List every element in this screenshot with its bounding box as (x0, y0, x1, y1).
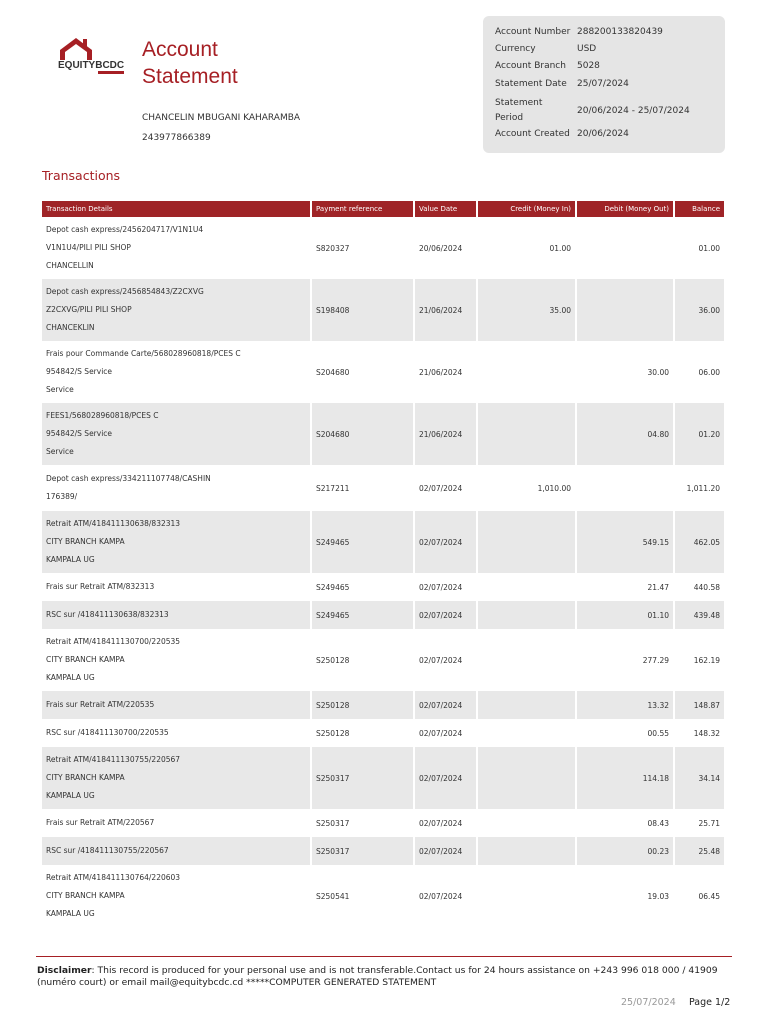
cell-transaction-details (42, 511, 310, 573)
cell-payment-reference: S204680 (316, 367, 350, 377)
info-currency: Currency USD (495, 44, 597, 54)
cell-credit (478, 747, 575, 809)
cell-value-date: 02/07/2024 (419, 818, 463, 828)
table-row (42, 691, 724, 719)
detail-line: Depot cash express/334211107748/CASHIN (46, 474, 211, 483)
detail-line: Z2CXVG/PILI PILI SHOP (46, 305, 132, 314)
cell-balance: 148.87 (675, 691, 724, 719)
table-row (42, 629, 724, 691)
page-number: Page 1/2 (689, 997, 731, 1008)
cell-credit (478, 403, 575, 465)
cell-transaction-details (42, 573, 310, 601)
cell-transaction-details (42, 279, 310, 341)
col-transaction-details: Transaction Details (42, 201, 310, 217)
table-row (42, 601, 724, 629)
cell-value-date: 02/07/2024 (415, 511, 476, 573)
detail-line: Retrait ATM/418411130700/220535 (46, 637, 181, 646)
detail-line: Service (46, 447, 74, 456)
cell-value-date: 02/07/2024 (419, 891, 463, 901)
cell-debit: 01.10 (577, 601, 673, 629)
cell-credit (478, 837, 575, 865)
cell-value-date: 02/07/2024 (419, 483, 463, 493)
detail-line: 954842/S Service (46, 367, 113, 376)
cell-transaction-details (42, 809, 310, 837)
cell-credit: 1,010.00 (537, 483, 571, 493)
cell-balance: 34.14 (675, 747, 724, 809)
detail-line: KAMPALA UG (46, 555, 95, 564)
cell-credit (478, 629, 575, 691)
detail-line: CITY BRANCH KAMPA (46, 655, 125, 664)
detail-line: 176389/ (46, 492, 78, 501)
holder-name: CHANCELIN MBUGANI KAHARAMBA (142, 113, 301, 123)
disclaimer (37, 965, 733, 989)
table-row (42, 217, 724, 279)
detail-line: Retrait ATM/418411130755/220567 (46, 755, 181, 764)
col-debit: Debit (Money Out) (577, 201, 673, 217)
cell-transaction-details (42, 691, 310, 719)
cell-debit: 277.29 (642, 655, 669, 665)
cell-value-date: 02/07/2024 (419, 655, 463, 665)
col-credit: Credit (Money In) (478, 201, 575, 217)
cell-value-date: 02/07/2024 (415, 747, 476, 809)
cell-balance: 440.58 (693, 582, 720, 592)
cell-balance: 06.45 (698, 891, 720, 901)
cell-payment-reference: S250128 (316, 655, 350, 665)
cell-transaction-details (42, 629, 310, 691)
cell-balance: 01.00 (698, 243, 720, 253)
cell-transaction-details (42, 465, 310, 511)
detail-line: Retrait ATM/418411130638/832313 (46, 519, 181, 528)
detail-line: Depot cash express/2456204717/V1N1U4 (46, 225, 204, 234)
table-row (42, 747, 724, 809)
cell-transaction-details (42, 747, 310, 809)
detail-line: RSC sur /418411130755/220567 (46, 846, 169, 855)
cell-credit (478, 511, 575, 573)
cell-debit: 00.55 (647, 728, 669, 738)
detail-line: Frais sur Retrait ATM/832313 (46, 582, 155, 591)
cell-value-date: 02/07/2024 (419, 582, 463, 592)
col-value-date: Value Date (415, 201, 476, 217)
cell-credit: 01.00 (549, 243, 571, 253)
cell-balance: 148.32 (693, 728, 720, 738)
table-row (42, 809, 724, 837)
cell-transaction-details (42, 217, 310, 279)
cell-value-date: 20/06/2024 (419, 243, 463, 253)
cell-balance: 25.48 (675, 837, 724, 865)
cell-value-date: 02/07/2024 (415, 601, 476, 629)
cell-credit (478, 341, 575, 403)
detail-line: CHANCELLIN (46, 261, 94, 270)
cell-payment-reference: S204680 (312, 403, 413, 465)
table-header-row (42, 201, 724, 217)
cell-payment-reference: S820327 (316, 243, 350, 253)
detail-line: Frais sur Retrait ATM/220567 (46, 818, 155, 827)
cell-transaction-details (42, 719, 310, 747)
cell-payment-reference: S250128 (316, 728, 350, 738)
transactions-body (42, 217, 724, 927)
cell-value-date: 21/06/2024 (415, 403, 476, 465)
cell-debit (577, 465, 673, 511)
cell-credit (478, 809, 575, 837)
cell-debit: 21.47 (647, 582, 669, 592)
cell-debit (577, 279, 673, 341)
cell-value-date: 21/06/2024 (415, 279, 476, 341)
detail-line: CHANCEKLIN (46, 323, 95, 332)
cell-debit: 549.15 (577, 511, 673, 573)
detail-line: V1N1U4/PILI PILI SHOP (46, 243, 131, 252)
detail-line: KAMPALA UG (46, 909, 95, 918)
cell-debit: 00.23 (577, 837, 673, 865)
equity-house-icon (56, 34, 126, 78)
detail-line: Depot cash express/2456854843/Z2CXVG (46, 287, 204, 296)
page-title: Account Statement (142, 38, 238, 88)
cell-transaction-details (42, 601, 310, 629)
table-row (42, 837, 724, 865)
cell-balance: 36.00 (675, 279, 724, 341)
table-row (42, 341, 724, 403)
cell-balance: 06.00 (698, 367, 720, 377)
detail-line: KAMPALA UG (46, 673, 95, 682)
detail-line: Frais sur Retrait ATM/220535 (46, 700, 155, 709)
holder-phone: 243977866389 (142, 133, 211, 143)
detail-line: KAMPALA UG (46, 791, 95, 800)
footer-date: 25/07/2024 (621, 997, 676, 1008)
detail-line: Service (46, 385, 74, 394)
detail-line: Frais pour Commande Carte/568028960818/PCES C (46, 349, 241, 358)
cell-payment-reference: S250317 (312, 747, 413, 809)
cell-payment-reference: S250317 (316, 818, 350, 828)
cell-balance: 25.71 (698, 818, 720, 828)
info-statement-date: Statement Date 25/07/2024 (495, 79, 629, 89)
table-row (42, 865, 724, 927)
info-account-created: Account Created 20/06/2024 (495, 129, 629, 139)
detail-line: CITY BRANCH KAMPA (46, 891, 125, 900)
cell-credit (478, 719, 575, 747)
detail-line: RSC sur /418411130638/832313 (46, 610, 169, 619)
disclaimer-label: Disclaimer (37, 965, 92, 976)
info-branch: Account Branch 5028 (495, 61, 600, 71)
disclaimer-text: : This record is produced for your personal use and is not transferable.Contact us for 24 hours assistance on +243 996 018 000 / 41909 (numéro court) or email mail@equitybcdc.cd *****COMPUTER GENERATED STATEMENT (37, 965, 718, 988)
cell-value-date: 02/07/2024 (419, 728, 463, 738)
cell-payment-reference: S250541 (316, 891, 350, 901)
cell-balance: 162.19 (693, 655, 720, 665)
cell-credit: 35.00 (478, 279, 575, 341)
cell-debit: 114.18 (577, 747, 673, 809)
cell-payment-reference: S217211 (316, 483, 350, 493)
cell-balance: 462.05 (675, 511, 724, 573)
footer-divider (36, 956, 732, 957)
detail-line: CITY BRANCH KAMPA (46, 537, 125, 546)
table-row (42, 573, 724, 601)
info-statement-period: Statement Period 20/06/2024 - 25/07/2024 (495, 98, 690, 123)
cell-debit: 30.00 (647, 367, 669, 377)
transactions-table (40, 201, 726, 927)
cell-debit: 08.43 (647, 818, 669, 828)
cell-transaction-details (42, 865, 310, 927)
cell-value-date: 02/07/2024 (415, 837, 476, 865)
cell-debit: 04.80 (577, 403, 673, 465)
cell-transaction-details (42, 403, 310, 465)
cell-payment-reference: S250317 (312, 837, 413, 865)
cell-payment-reference: S198408 (312, 279, 413, 341)
detail-line: FEES1/568028960818/PCES C (46, 411, 159, 420)
detail-line: RSC sur /418411130700/220535 (46, 728, 169, 737)
cell-credit (478, 865, 575, 927)
cell-payment-reference: S249465 (312, 511, 413, 573)
table-row (42, 279, 724, 341)
account-holder (142, 108, 300, 148)
info-account-number: Account Number 288200133820439 (495, 27, 663, 37)
cell-credit (478, 601, 575, 629)
cell-balance: 01.20 (675, 403, 724, 465)
account-info-panel (483, 16, 725, 153)
cell-payment-reference: S250128 (312, 691, 413, 719)
cell-transaction-details (42, 341, 310, 403)
cell-credit (478, 573, 575, 601)
cell-credit (478, 691, 575, 719)
cell-value-date: 02/07/2024 (415, 691, 476, 719)
cell-balance: 439.48 (675, 601, 724, 629)
cell-balance: 1,011.20 (686, 483, 720, 493)
transactions-heading: Transactions (42, 168, 121, 183)
col-balance: Balance (675, 201, 724, 217)
cell-payment-reference: S249465 (312, 601, 413, 629)
detail-line: CITY BRANCH KAMPA (46, 773, 125, 782)
cell-debit: 19.03 (647, 891, 669, 901)
cell-debit: 13.32 (577, 691, 673, 719)
cell-value-date: 21/06/2024 (419, 367, 463, 377)
table-row (42, 403, 724, 465)
cell-transaction-details (42, 837, 310, 865)
detail-line: 954842/S Service (46, 429, 113, 438)
col-payment-reference: Payment reference (312, 201, 413, 217)
cell-debit (577, 217, 673, 279)
table-row (42, 511, 724, 573)
table-row (42, 719, 724, 747)
detail-line: Retrait ATM/418411130764/220603 (46, 873, 181, 882)
cell-payment-reference: S249465 (316, 582, 350, 592)
table-row (42, 465, 724, 511)
svg-text:EQUITYBCDC: EQUITYBCDC (58, 60, 125, 71)
